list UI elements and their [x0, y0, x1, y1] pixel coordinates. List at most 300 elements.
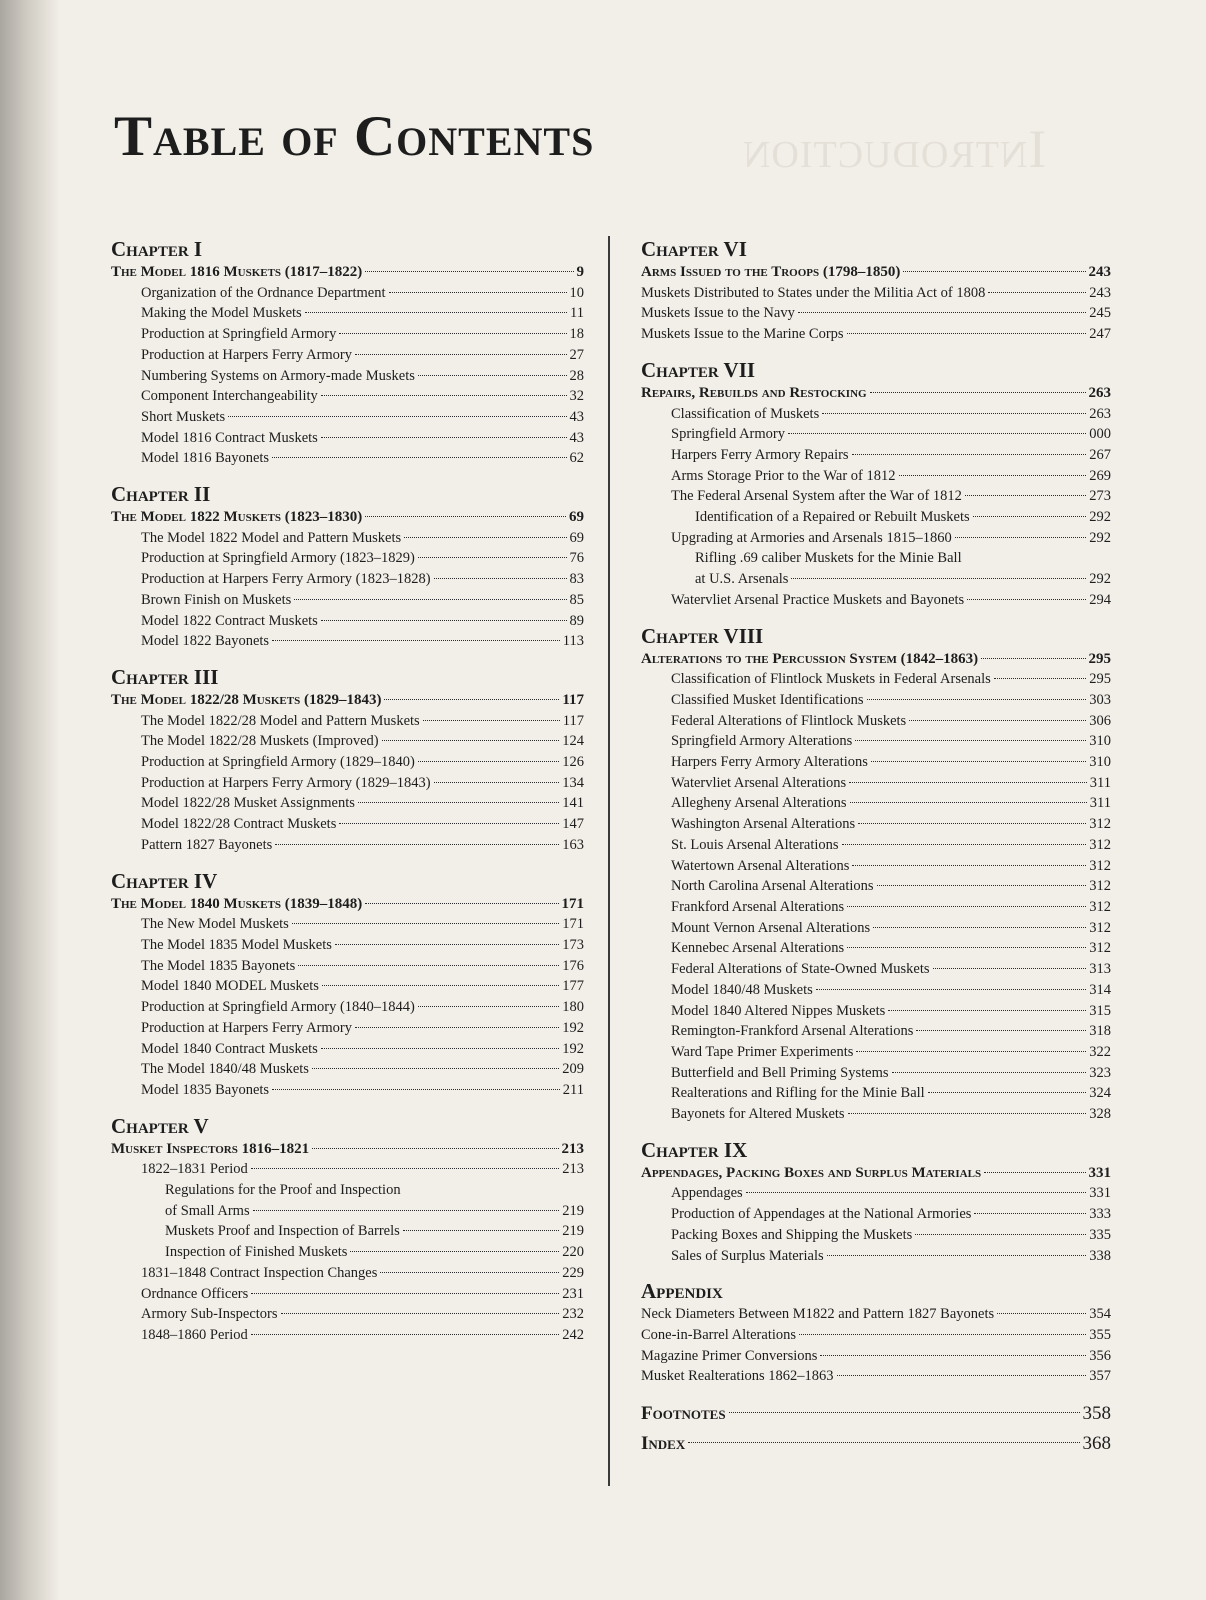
toc-page-number: 28: [569, 367, 584, 384]
toc-entry[interactable]: [111, 386, 584, 407]
toc-entry-label: Springfield Armory: [671, 426, 785, 443]
toc-page-number: 313: [1089, 961, 1111, 978]
toc-page-number: 331: [1088, 1164, 1111, 1181]
toc-entry-label: of Small Arms: [165, 1202, 250, 1219]
toc-page-number: 357: [1089, 1368, 1111, 1385]
dot-leader: [847, 906, 1086, 907]
toc-chapter-title-entry[interactable]: [641, 383, 1111, 404]
toc-chapter: [111, 236, 584, 469]
toc-entry-label: Arms Issued to the Troops (1798–1850): [641, 264, 901, 280]
toc-page-number: 18: [569, 326, 584, 343]
toc-entry[interactable]: [111, 752, 584, 773]
toc-entry-label: Production at Harpers Ferry Armory (1829–1843): [141, 774, 431, 791]
toc-entry[interactable]: [641, 1346, 1111, 1367]
toc-entry-label: The Model 1822 Muskets (1823–1830): [111, 509, 363, 526]
toc-entry-label: Regulations for the Proof and Inspection: [165, 1182, 401, 1199]
toc-page-number: 295: [1088, 650, 1111, 667]
toc-chapter-title-entry[interactable]: [111, 1139, 584, 1160]
toc-entry[interactable]: [111, 711, 584, 732]
toc-page-number: 292: [1089, 529, 1111, 546]
toc-left-column: [111, 234, 584, 1358]
toc-chapter-title-entry[interactable]: [641, 1163, 1111, 1184]
dot-leader: [974, 1213, 1086, 1214]
dot-leader: [848, 1113, 1087, 1114]
toc-page-number: 000: [1089, 426, 1111, 443]
toc-entry-label: Production at Harpers Ferry Armory (1823–1828): [141, 571, 431, 588]
toc-page-number: 171: [562, 916, 584, 933]
toc-chapter-title-entry[interactable]: [111, 262, 584, 283]
toc-entry[interactable]: [111, 1201, 584, 1222]
toc-entry[interactable]: [111, 1159, 584, 1180]
toc-chapter: [641, 1137, 1111, 1267]
toc-page-number: 117: [562, 691, 584, 708]
dot-leader: [365, 516, 566, 517]
toc-entry-label: Harpers Ferry Armory Repairs: [671, 446, 849, 463]
toc-entry-label: Model 1816 Contract Muskets: [141, 429, 318, 446]
dot-leader: [418, 761, 559, 762]
dot-leader: [746, 1192, 1087, 1193]
toc-entry[interactable]: [641, 856, 1111, 877]
toc-page-number: 76: [569, 550, 584, 567]
toc-page-number: 211: [562, 1081, 584, 1098]
dot-leader: [928, 1092, 1087, 1093]
show-through-heading: Introduction: [742, 119, 1047, 179]
toc-entry[interactable]: [641, 486, 1111, 507]
dot-leader: [365, 903, 558, 904]
toc-page-number: 173: [562, 936, 584, 953]
toc-entry[interactable]: [641, 548, 1111, 569]
toc-entry[interactable]: [111, 1221, 584, 1242]
dot-leader: [984, 1172, 1085, 1173]
toc-entry-label: The Model 1816 Muskets (1817–1822): [111, 264, 363, 280]
dot-leader: [729, 1412, 1080, 1413]
toc-entry[interactable]: [641, 918, 1111, 939]
chapter-heading: Chapter IV: [111, 868, 218, 893]
dot-leader: [871, 761, 1086, 762]
dot-leader: [321, 395, 567, 396]
dot-leader: [355, 1027, 559, 1028]
dot-leader: [434, 782, 560, 783]
chapter-heading: Chapter V: [111, 1113, 209, 1138]
toc-page-number: 368: [1082, 1433, 1111, 1455]
toc-entry[interactable]: [641, 731, 1111, 752]
toc-page-number: 243: [1088, 264, 1111, 280]
toc-page-number: 180: [562, 999, 584, 1016]
toc-page-number: 333: [1089, 1206, 1111, 1223]
toc-back-matter-entry[interactable]: [641, 1429, 1111, 1459]
toc-entry-label: Numbering Systems on Armory-made Muskets: [141, 367, 415, 384]
toc-page-number: 306: [1089, 712, 1111, 729]
toc-entry[interactable]: [641, 404, 1111, 425]
toc-entry[interactable]: [641, 938, 1111, 959]
toc-entry-label: Component Interchangeability: [141, 388, 318, 405]
toc-entry-label: Model 1822/28 Contract Muskets: [141, 816, 337, 833]
toc-entry-label: Appendages, Packing Boxes and Surplus Materials: [641, 1164, 982, 1181]
dot-leader: [380, 1272, 559, 1273]
toc-entry-label: Washington Arsenal Alterations: [671, 816, 856, 833]
toc-entry[interactable]: [641, 569, 1111, 590]
toc-entry[interactable]: [111, 569, 584, 590]
dot-leader: [856, 1051, 1086, 1052]
toc-entry[interactable]: [111, 793, 584, 814]
chapter-heading: Chapter I: [111, 237, 203, 261]
toc-page-number: 331: [1089, 1185, 1111, 1202]
toc-entry[interactable]: [641, 324, 1111, 345]
toc-entry[interactable]: [111, 611, 584, 632]
toc-entry[interactable]: [641, 590, 1111, 611]
dot-leader: [837, 1375, 1087, 1376]
toc-chapter-title-entry[interactable]: [111, 690, 584, 711]
toc-entry[interactable]: [111, 283, 584, 304]
dot-leader: [298, 965, 559, 966]
toc-page-number: 318: [1089, 1023, 1111, 1040]
dot-leader: [973, 516, 1087, 517]
toc-entry[interactable]: [111, 303, 584, 324]
toc-entry[interactable]: [641, 814, 1111, 835]
toc-page-number: 83: [569, 571, 584, 588]
dot-leader: [312, 1068, 559, 1069]
toc-entry[interactable]: [111, 976, 584, 997]
toc-entry-label: Production at Harpers Ferry Armory: [141, 346, 353, 363]
dot-leader: [355, 354, 566, 355]
dot-leader: [877, 885, 1087, 886]
toc-entry[interactable]: [641, 1366, 1111, 1387]
toc-page-number: 163: [562, 836, 584, 853]
toc-entry-label: The Model 1822/28 Muskets (1829–1843): [111, 691, 382, 708]
toc-entry-label: Muskets Distributed to States under the Militia Act of 1808: [641, 284, 986, 301]
toc-entry-label: Musket Inspectors 1816–1821: [111, 1140, 310, 1157]
dot-leader: [852, 865, 1086, 866]
toc-page-number: 232: [562, 1306, 584, 1323]
toc-entry[interactable]: [111, 407, 584, 428]
toc-entry-label: Making the Model Muskets: [141, 305, 302, 322]
toc-entry[interactable]: [641, 1246, 1111, 1267]
dot-leader: [321, 437, 567, 438]
toc-entry[interactable]: [641, 793, 1111, 814]
toc-entry-label: Federal Alterations of Flintlock Muskets: [671, 712, 907, 729]
toc-entry[interactable]: [641, 752, 1111, 773]
toc-page-number: 312: [1089, 836, 1111, 853]
toc-page-number: 312: [1089, 857, 1111, 874]
chapter-heading: Chapter III: [111, 664, 219, 689]
toc-page-number: 312: [1089, 898, 1111, 915]
toc-entry-label: Model 1822/28 Musket Assignments: [141, 795, 355, 812]
toc-entry[interactable]: [641, 528, 1111, 549]
toc-page-number: 314: [1089, 981, 1111, 998]
toc-chapter: [641, 236, 1111, 345]
dot-leader: [418, 375, 567, 376]
toc-entry[interactable]: [641, 1083, 1111, 1104]
toc-entry[interactable]: [111, 1180, 584, 1201]
toc-page-number: 328: [1089, 1106, 1111, 1123]
toc-page-number: 213: [561, 1140, 584, 1157]
toc-entry-label: Model 1840/48 Muskets: [671, 981, 813, 998]
toc-page-number: 229: [562, 1264, 584, 1281]
dot-leader: [852, 454, 1087, 455]
toc-page-number: 117: [562, 712, 584, 729]
toc-chapter-title-entry[interactable]: [111, 894, 584, 915]
dot-leader: [423, 720, 560, 721]
toc-page-number: 134: [562, 774, 584, 791]
toc-entry[interactable]: [641, 1104, 1111, 1125]
toc-entry[interactable]: [111, 914, 584, 935]
toc-chapter-title-entry[interactable]: [641, 262, 1111, 283]
toc-back-matter-entry[interactable]: [641, 1399, 1111, 1429]
toc-page-number: 303: [1089, 691, 1111, 708]
toc-entry-label: The Model 1822/28 Model and Pattern Muskets: [141, 712, 420, 729]
toc-entry[interactable]: [111, 548, 584, 569]
toc-page-number: 126: [562, 754, 584, 771]
toc-entry-label: Muskets Issue to the Marine Corps: [641, 326, 844, 343]
back-matter: [641, 1399, 1111, 1459]
toc-entry-label: Pattern 1827 Bayonets: [141, 836, 273, 853]
toc-entry[interactable]: [111, 773, 584, 794]
toc-page-number: 263: [1089, 405, 1111, 422]
dot-leader: [272, 1089, 560, 1090]
column-divider: [608, 236, 610, 1486]
dot-leader: [867, 699, 1087, 700]
toc-page-number: 62: [569, 450, 584, 467]
toc-entry[interactable]: [111, 590, 584, 611]
toc-entry[interactable]: [111, 956, 584, 977]
toc-entry-label: Watertown Arsenal Alterations: [671, 857, 850, 874]
dot-leader: [965, 495, 1086, 496]
toc-entry[interactable]: [641, 773, 1111, 794]
dot-leader: [404, 537, 566, 538]
toc-entry[interactable]: [111, 1059, 584, 1080]
toc-page-number: 335: [1089, 1226, 1111, 1243]
dot-leader: [850, 802, 1087, 803]
toc-entry-label: at U.S. Arsenals: [695, 571, 789, 588]
toc-chapter-title-entry[interactable]: [111, 507, 584, 528]
page-gutter-shadow: [0, 0, 60, 1600]
dot-leader: [849, 782, 1087, 783]
toc-entry[interactable]: [111, 814, 584, 835]
toc-entry[interactable]: [641, 466, 1111, 487]
toc-entry[interactable]: [641, 1042, 1111, 1063]
toc-chapter: [641, 1278, 1111, 1387]
toc-entry[interactable]: [641, 507, 1111, 528]
toc-entry-label: Watervliet Arsenal Practice Muskets and Bayonets: [671, 591, 965, 608]
toc-entry[interactable]: [641, 283, 1111, 304]
toc-entry-label: The New Model Muskets: [141, 916, 289, 933]
toc-page-number: 43: [569, 429, 584, 446]
dot-leader: [358, 802, 559, 803]
toc-entry-label: Model 1822 Contract Muskets: [141, 612, 318, 629]
toc-page-number: 311: [1089, 774, 1111, 791]
dot-leader: [892, 1072, 1087, 1073]
toc-entry[interactable]: [111, 1304, 584, 1325]
toc-page-number: 213: [562, 1161, 584, 1178]
toc-entry[interactable]: [111, 1018, 584, 1039]
toc-page-number: 310: [1089, 754, 1111, 771]
toc-page-number: 315: [1089, 1002, 1111, 1019]
toc-entry-label: Model 1840 Altered Nippes Muskets: [671, 1002, 886, 1019]
toc-page-number: 69: [569, 529, 584, 546]
toc-page-number: 269: [1089, 467, 1111, 484]
dot-leader: [272, 640, 560, 641]
chapter-heading: Chapter II: [111, 482, 211, 507]
dot-leader: [389, 292, 567, 293]
dot-leader: [798, 312, 1086, 313]
toc-entry-label: Rifling .69 caliber Muskets for the Minie Ball: [695, 550, 962, 567]
toc-entry-label: Federal Alterations of State-Owned Muskets: [671, 961, 930, 978]
chapter-heading: Chapter IX: [641, 1137, 748, 1162]
toc-page-number: 176: [562, 957, 584, 974]
toc-entry[interactable]: [641, 1204, 1111, 1225]
toc-page-number: 312: [1089, 919, 1111, 936]
dot-leader: [847, 333, 1087, 334]
toc-chapter: [641, 357, 1111, 611]
toc-page-number: 356: [1089, 1347, 1111, 1364]
toc-entry[interactable]: [111, 1325, 584, 1346]
dot-leader: [903, 271, 1085, 272]
dot-leader: [822, 413, 1086, 414]
toc-page-number: 323: [1089, 1064, 1111, 1081]
toc-entry-label: Classification of Flintlock Muskets in Federal Arsenals: [671, 671, 991, 688]
toc-entry-label: Bayonets for Altered Muskets: [671, 1106, 845, 1123]
toc-page-number: 267: [1089, 446, 1111, 463]
dot-leader: [788, 433, 1086, 434]
dot-leader: [916, 1030, 1086, 1031]
dot-leader: [275, 844, 559, 845]
toc-page-number: 247: [1089, 326, 1111, 343]
toc-page-number: 220: [562, 1244, 584, 1261]
toc-entry[interactable]: [641, 1001, 1111, 1022]
dot-leader: [873, 927, 1086, 928]
toc-entry[interactable]: [641, 669, 1111, 690]
toc-entry[interactable]: [641, 1325, 1111, 1346]
toc-entry-label: Alterations to the Percussion System (1842–1863): [641, 650, 979, 667]
toc-page-number: 312: [1089, 878, 1111, 895]
toc-entry[interactable]: [641, 690, 1111, 711]
toc-entry[interactable]: [111, 1080, 584, 1101]
dot-leader: [384, 699, 559, 700]
toc-entry-label: North Carolina Arsenal Alterations: [671, 878, 874, 895]
toc-entry[interactable]: [641, 1183, 1111, 1204]
toc-page-number: 292: [1089, 571, 1111, 588]
toc-entry-label: Production at Harpers Ferry Armory: [141, 1019, 353, 1036]
toc-entry-label: Model 1822 Bayonets: [141, 633, 270, 650]
toc-entry-label: Muskets Proof and Inspection of Barrels: [165, 1223, 400, 1240]
toc-entry[interactable]: [641, 959, 1111, 980]
dot-leader: [967, 599, 1086, 600]
toc-entry[interactable]: [641, 711, 1111, 732]
toc-entry-label: Brown Finish on Muskets: [141, 591, 292, 608]
dot-leader: [870, 392, 1086, 393]
toc-page-number: 355: [1089, 1326, 1111, 1343]
toc-entry-label: Remington-Frankford Arsenal Alterations: [671, 1023, 914, 1040]
toc-entry[interactable]: [641, 445, 1111, 466]
toc-page-number: 294: [1089, 591, 1111, 608]
toc-entry[interactable]: [111, 428, 584, 449]
dot-leader: [842, 844, 1087, 845]
toc-entry[interactable]: [111, 935, 584, 956]
toc-entry[interactable]: [111, 448, 584, 469]
dot-leader: [915, 1234, 1086, 1235]
dot-leader: [321, 620, 567, 621]
toc-page-number: 11: [570, 305, 584, 322]
toc-page-number: 209: [562, 1061, 584, 1078]
toc-chapter-title-entry[interactable]: [641, 649, 1111, 670]
toc-entry[interactable]: [641, 897, 1111, 918]
toc-entry-label: Model 1840 MODEL Muskets: [141, 978, 319, 995]
toc-entry[interactable]: [641, 1063, 1111, 1084]
toc-entry[interactable]: [111, 528, 584, 549]
toc-page-number: 295: [1089, 671, 1111, 688]
chapter-heading: Chapter VI: [641, 237, 747, 261]
dot-leader: [339, 333, 566, 334]
toc-entry[interactable]: [111, 324, 584, 345]
toc-entry[interactable]: [111, 1284, 584, 1305]
dot-leader: [988, 292, 1086, 293]
toc-entry-label: Harpers Ferry Armory Alterations: [671, 754, 868, 771]
toc-page-number: 69: [569, 509, 584, 526]
toc-entry-label: Appendages: [671, 1185, 743, 1202]
toc-entry[interactable]: [111, 997, 584, 1018]
toc-entry[interactable]: [641, 303, 1111, 324]
dot-leader: [909, 720, 1086, 721]
toc-page-number: 177: [562, 978, 584, 995]
toc-page-number: 32: [569, 388, 584, 405]
toc-page-number: 263: [1088, 384, 1111, 401]
toc-entry[interactable]: [111, 835, 584, 856]
toc-entry-label: Production at Springfield Armory: [141, 326, 337, 343]
toc-entry[interactable]: [641, 1225, 1111, 1246]
toc-entry[interactable]: [111, 1039, 584, 1060]
toc-entry[interactable]: [111, 1263, 584, 1284]
toc-page-number: 113: [562, 633, 584, 650]
toc-entry-label: 1848–1860 Period: [141, 1326, 248, 1343]
dot-leader: [791, 578, 1086, 579]
toc-entry[interactable]: [111, 1242, 584, 1263]
toc-entry[interactable]: [641, 424, 1111, 445]
toc-entry-label: Realterations and Rifling for the Minie Ball: [671, 1085, 925, 1102]
toc-entry-label: Production at Springfield Armory (1829–1840): [141, 754, 415, 771]
dot-leader: [981, 658, 1085, 659]
toc-entry[interactable]: [641, 876, 1111, 897]
toc-entry-label: Mount Vernon Arsenal Alterations: [671, 919, 871, 936]
toc-entry-label: The Federal Arsenal System after the War of 1812: [671, 488, 962, 505]
toc-entry-label: Production at Springfield Armory (1840–1844): [141, 999, 415, 1016]
toc-entry-label: Muskets Issue to the Navy: [641, 305, 795, 322]
toc-entry-label: Repairs, Rebuilds and Restocking: [641, 384, 867, 401]
toc-entry[interactable]: [111, 731, 584, 752]
toc-entry[interactable]: [641, 835, 1111, 856]
dot-leader: [251, 1168, 560, 1169]
toc-entry-label: Model 1816 Bayonets: [141, 450, 270, 467]
toc-entry-label: The Model 1822/28 Muskets (Improved): [141, 733, 379, 750]
toc-entry-label: Ordnance Officers: [141, 1285, 249, 1302]
toc-entry[interactable]: [641, 1304, 1111, 1325]
toc-entry[interactable]: [641, 1021, 1111, 1042]
toc-entry[interactable]: [111, 631, 584, 652]
toc-entry[interactable]: [111, 366, 584, 387]
toc-entry-label: Armory Sub-Inspectors: [141, 1306, 278, 1323]
toc-entry-label: Magazine Primer Conversions: [641, 1347, 818, 1364]
dot-leader: [888, 1010, 1086, 1011]
toc-page-number: 9: [576, 264, 584, 280]
toc-entry-label: Classified Musket Identifications: [671, 691, 864, 708]
toc-entry-label: Upgrading at Armories and Arsenals 1815–1860: [671, 529, 952, 546]
toc-entry[interactable]: [641, 980, 1111, 1001]
dot-leader: [228, 416, 566, 417]
dot-leader: [403, 1230, 559, 1231]
toc-page-number: 192: [562, 1019, 584, 1036]
dot-leader: [322, 985, 559, 986]
dot-leader: [955, 537, 1087, 538]
toc-entry[interactable]: [111, 345, 584, 366]
